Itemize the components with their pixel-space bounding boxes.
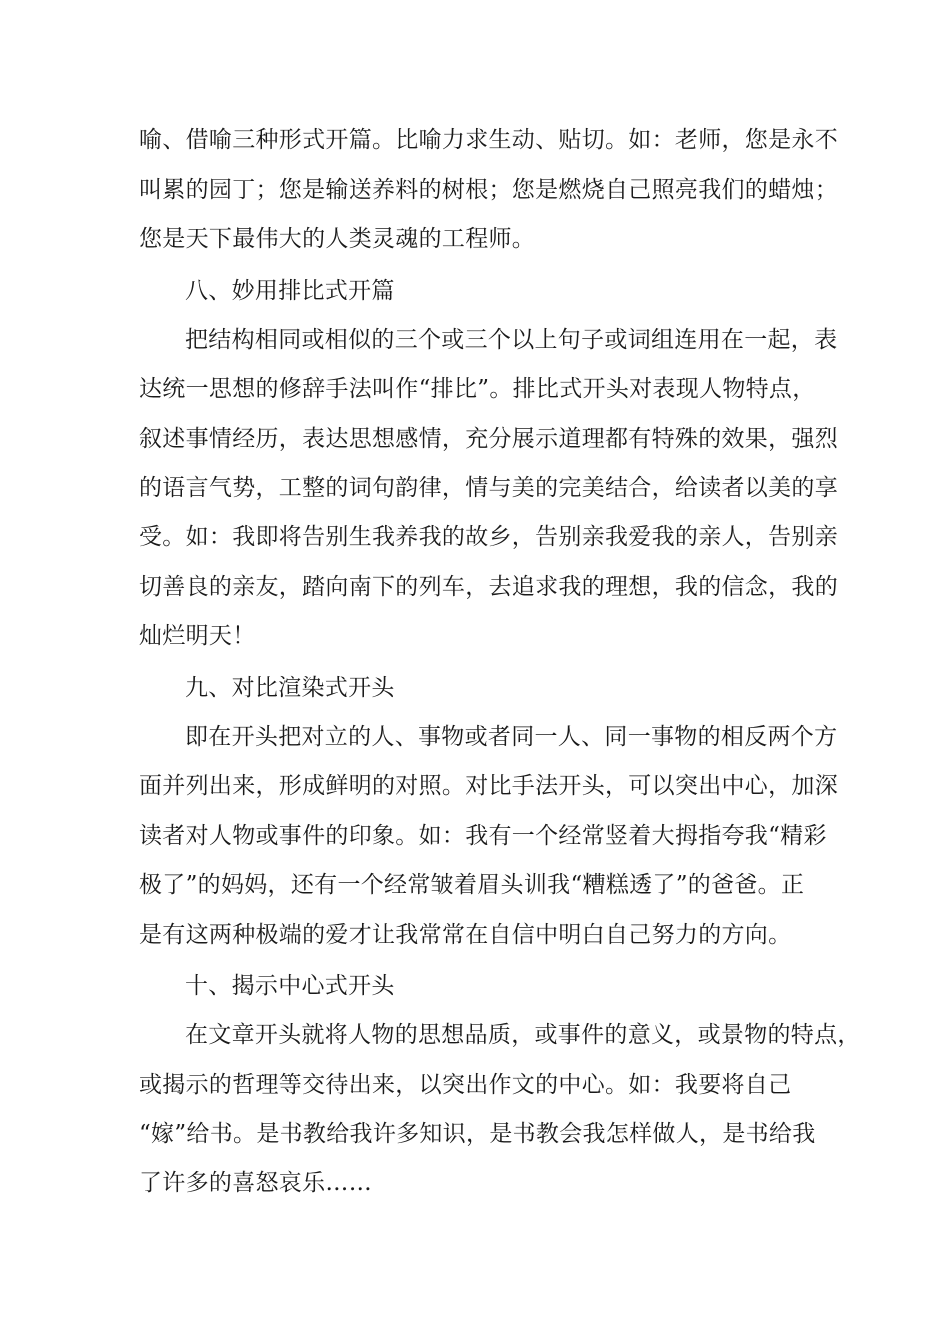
text-line: 叫累的园丁；您是输送养料的树根；您是燃烧自己照亮我们的蜡烛；: [139, 177, 838, 203]
text-line: 极了”的妈妈，还有一个经常皱着眉头训我“糟糕透了”的爸爸。正: [139, 872, 805, 898]
text-line: 面并列出来，形成鲜明的对照。对比手法开头，可以突出中心，加深: [139, 773, 838, 799]
text-line: 的语言气势，工整的词句韵律，情与美的完美结合，给读者以美的享: [139, 475, 838, 501]
section-heading: 十、揭示中心式开头: [185, 973, 395, 999]
text-line: “嫁”给书。是书教给我许多知识，是书教会我怎样做人，是书给我: [139, 1121, 816, 1147]
text-line: 在文章开头就将人物的思想品质，或事件的意义，或景物的特点，: [185, 1022, 861, 1048]
section-heading: 九、对比渲染式开头: [185, 675, 395, 701]
text-line: 受。如：我即将告别生我养我的故乡，告别亲我爱我的亲人，告别亲: [139, 524, 838, 550]
text-line: 是有这两种极端的爱才让我常常在自信中明白自己努力的方向。: [139, 922, 792, 948]
text-line: 达统一思想的修辞手法叫作“排比”。排比式开头对表现人物特点，: [139, 376, 816, 402]
text-line: 切善良的亲友，踏向南下的列车，去追求我的理想，我的信念，我的: [139, 574, 838, 600]
text-line: 或揭示的哲理等交待出来，以突出作文的中心。如：我要将自己: [139, 1072, 792, 1098]
text-line: 了许多的喜怒哀乐……: [139, 1170, 372, 1196]
text-line: 即在开头把对立的人、事物或者同一人、同一事物的相反两个方: [185, 724, 838, 750]
text-line: 灿烂明天！: [139, 623, 256, 649]
text-line: 读者对人物或事件的印象。如：我有一个经常竖着大拇指夸我“精彩: [139, 823, 827, 849]
text-line: 喻、借喻三种形式开篇。比喻力求生动、贴切。如：老师，您是永不: [139, 127, 838, 153]
section-heading: 八、妙用排比式开篇: [185, 278, 395, 304]
text-line: 叙述事情经历，表达思想感情，充分展示道理都有特殊的效果，强烈: [139, 426, 838, 452]
text-line: 您是天下最伟大的人类灵魂的工程师。: [139, 226, 536, 252]
text-line: 把结构相同或相似的三个或三个以上句子或词组连用在一起，表: [185, 327, 838, 353]
